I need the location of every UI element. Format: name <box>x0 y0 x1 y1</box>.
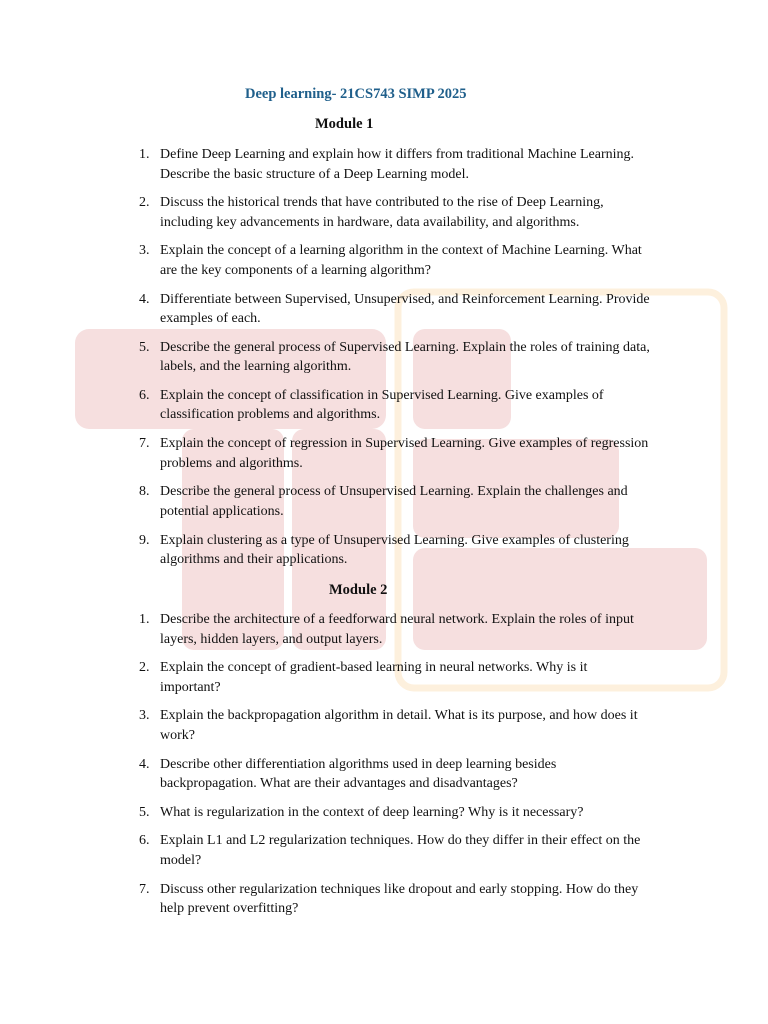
question-number: 2. <box>139 660 150 676</box>
question-text: Explain the concept of a learning algorithm in the context of Machine Learning. What are the key components of a learning algorithm? <box>160 243 642 278</box>
question-text: Explain the concept of regression in Supervised Learning. Give examples of regression problems and algorithms. <box>160 436 649 471</box>
question-number: 4. <box>139 756 150 772</box>
module-2-question-list <box>0 610 768 928</box>
question-number: 2. <box>139 195 150 211</box>
question-item <box>0 831 768 870</box>
question-text: Discuss other regularization techniques like dropout and early stopping. How do they help prevent overfitting? <box>160 881 639 917</box>
question-number: 4. <box>139 291 150 307</box>
question-item <box>0 290 768 329</box>
question-text: Explain the concept of classification in Supervised Learning. Give examples of classification problems and algorithms. <box>160 387 604 423</box>
question-text: Discuss the historical trends that have contributed to the rise of Deep Learning, including key advancements in hardware, data availability, and algorithms. <box>160 195 604 230</box>
document-title: Deep learning- 21CS743 SIMP 2025 <box>245 86 467 102</box>
question-number: 1. <box>139 612 150 627</box>
question-number: 6. <box>139 833 150 849</box>
question-number: 6. <box>139 387 150 403</box>
question-item <box>0 803 768 823</box>
module-2-heading: Module 2 <box>329 582 388 598</box>
question-number: 5. <box>139 804 150 820</box>
question-text: Define Deep Learning and explain how it differs from traditional Machine Learning. Describe the basic structure of a Deep Learning model. <box>160 147 635 182</box>
module-1-heading: Module 1 <box>315 116 374 132</box>
question-text: Differentiate between Supervised, Unsupervised, and Reinforcement Learning. Provide examples of each. <box>160 291 650 327</box>
question-item <box>0 338 768 377</box>
question-item <box>0 482 768 521</box>
question-number: 7. <box>139 436 150 452</box>
question-text: What is regularization in the context of deep learning? Why is it necessary? <box>160 804 584 820</box>
question-item <box>0 531 768 570</box>
module-1-question-list <box>0 145 768 579</box>
question-text: Explain the concept of gradient-based learning in neural networks. Why is it important? <box>160 660 588 695</box>
question-item <box>0 386 768 425</box>
question-text: Describe the architecture of a feedforward neural network. Explain the roles of input layers, hidden layers, and output layers. <box>160 612 634 647</box>
question-text: Explain L1 and L2 regularization techniques. How do they differ in their effect on the model? <box>160 833 641 868</box>
question-text: Describe other differentiation algorithms used in deep learning besides backpropagation. What are their advantages and disadvantages? <box>160 756 557 792</box>
question-item <box>0 610 768 649</box>
question-item <box>0 145 768 184</box>
question-text: Explain the backpropagation algorithm in detail. What is its purpose, and how does it work? <box>160 708 638 743</box>
question-item <box>0 880 768 919</box>
question-number: 9. <box>139 532 150 548</box>
question-text: Describe the general process of Unsupervised Learning. Explain the challenges and potential applications. <box>160 484 628 519</box>
question-number: 8. <box>139 484 150 500</box>
question-item <box>0 193 768 232</box>
question-item <box>0 241 768 280</box>
question-number: 5. <box>139 339 150 355</box>
question-item <box>0 434 768 473</box>
question-item <box>0 755 768 794</box>
question-number: 3. <box>139 708 150 724</box>
question-number: 3. <box>139 243 150 259</box>
question-number: 1. <box>139 147 150 162</box>
question-item <box>0 658 768 697</box>
question-text: Describe the general process of Supervised Learning. Explain the roles of training data, labels, and the learning algorithm. <box>160 339 650 375</box>
question-text: Explain clustering as a type of Unsupervised Learning. Give examples of clustering algorithms and their applications. <box>160 532 629 567</box>
question-number: 7. <box>139 881 150 897</box>
question-item <box>0 706 768 745</box>
